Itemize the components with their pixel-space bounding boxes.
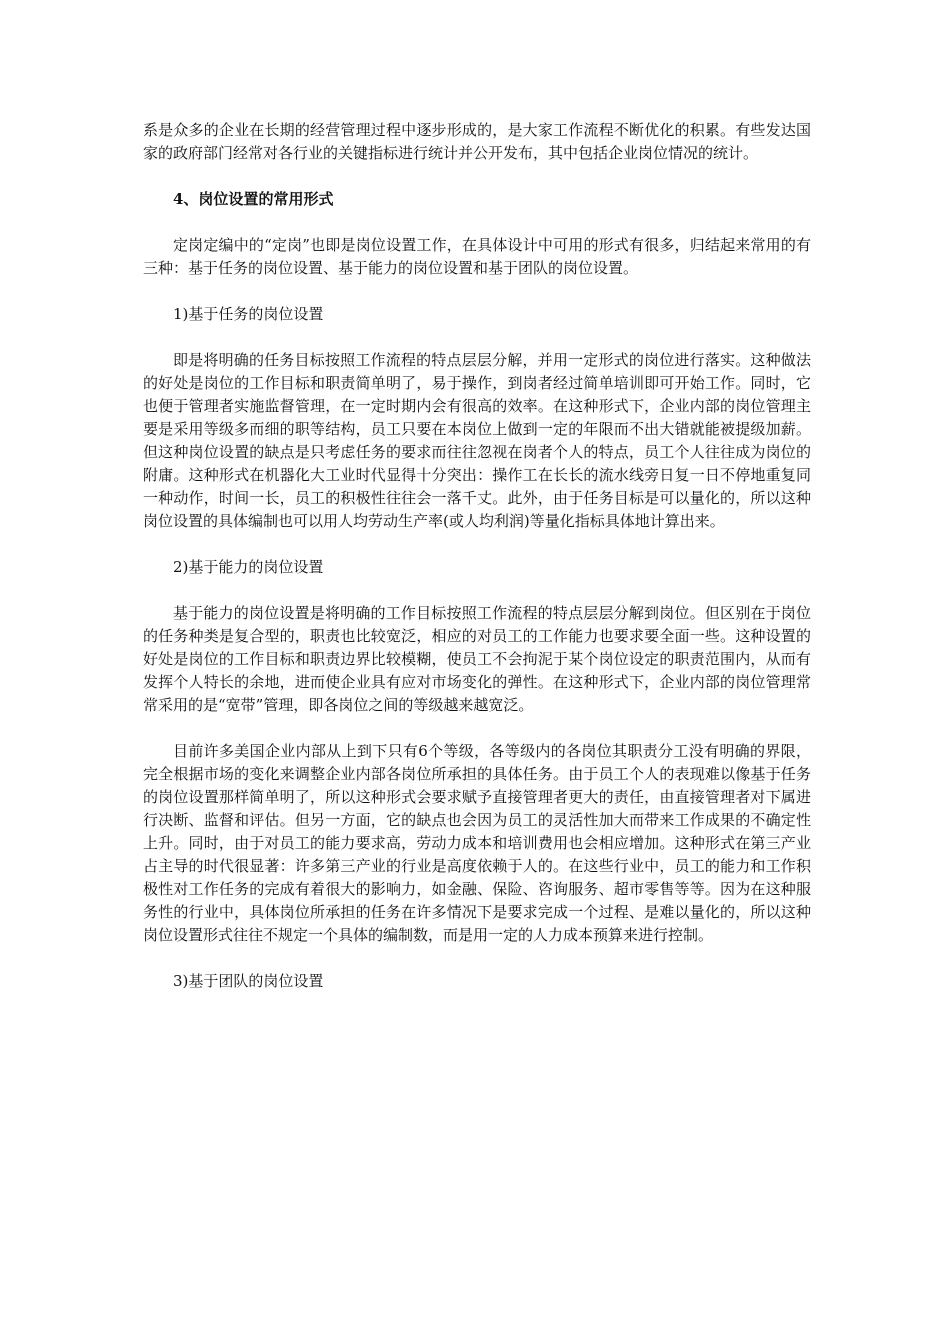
subheading-ability-based: 2)基于能力的岗位设置 [173,558,324,576]
subheading-team-based: 3)基于团队的岗位设置 [173,972,324,990]
intro-paragraph: 系是众多的企业在长期的经营管理过程中逐步形成的，是大家工作流程不断优化的积累。有些发达国家的政府部门经常对各行业的关键指标进行统计并公开发布，其中包括企业岗位情况的统计。 [143,121,811,162]
document-body [143,119,811,1016]
us-enterprise-paragraph: 目前许多美国企业内部从上到下只有6个等级，各等级内的各岗位其职责分工没有明确的界限，完全根据市场的变化来调整企业内部各岗位所承担的具体任务。由于员工个人的表现难以像基于任务的岗位设置那样简单明了，所以这种形式会要求赋予直接管理者更大的责任，由直接管理者对下属进行决断、监督和评估。但另一方面，它的缺点也会因为员工的灵活性加大而带来工作成果的不确定性上升。同时，由于对员工的能力要求高，劳动力成本和培训费用也会相应增加。这种形式在第三产业占主导的时代很显著：许多第三产业的行业是高度依赖于人的。在这些行业中，员工的能力和工作积极性对工作任务的完成有着很大的影响力，如金融、保险、咨询服务、超市零售等等。因为在这种服务性的行业中，具体岗位所承担的任务在许多情况下是要求完成一个过程、是难以量化的，所以这种岗位设置形式往往不规定一个具体的编制数，而是用一定的人力成本预算来进行控制。 [143,742,811,944]
section-heading: 4、岗位设置的常用形式 [173,190,334,208]
ability-based-paragraph: 基于能力的岗位设置是将明确的工作目标按照工作流程的特点层层分解到岗位。但区别在于岗位的任务种类是复合型的，职责也比较宽泛，相应的对员工的工作能力也要求要全面一些。这种设置的好处是岗位的工作目标和职责边界比较模糊，使员工不会拘泥于某个岗位设定的职责范围内，从而有发挥个人特长的余地，进而使企业具有应对市场变化的弹性。在这种形式下，企业内部的岗位管理常常采用的是“宽带”管理，即各岗位之间的等级越来越宽泛。 [143,604,811,714]
task-based-paragraph: 即是将明确的任务目标按照工作流程的特点层层分解，并用一定形式的岗位进行落实。这种做法的好处是岗位的工作目标和职责简单明了，易于操作，到岗者经过简单培训即可开始工作。同时，它也便于管理者实施监督管理，在一定时期内会有很高的效率。在这种形式下，企业内部的岗位管理主要是采用等级多而细的职等结构，员工只要在本岗位上做到一定的年限而不出大错就能被提级加薪。但这种岗位设置的缺点是只考虑任务的要求而往往忽视在岗者个人的特点，员工个人往往成为岗位的附庸。这种形式在机器化大工业时代显得十分突出：操作工在长长的流水线旁日复一日不停地重复同一种动作，时间一长，员工的积极性往往会一落千丈。此外，由于任务目标是可以量化的，所以这种岗位设置的具体编制也可以用人均劳动生产率(或人均利润)等量化指标具体地计算出来。 [143,351,811,530]
overview-paragraph: 定岗定编中的“定岗”也即是岗位设置工作，在具体设计中可用的形式有很多，归结起来常用的有三种：基于任务的岗位设置、基于能力的岗位设置和基于团队的岗位设置。 [143,236,811,277]
subheading-task-based: 1)基于任务的岗位设置 [173,305,324,323]
